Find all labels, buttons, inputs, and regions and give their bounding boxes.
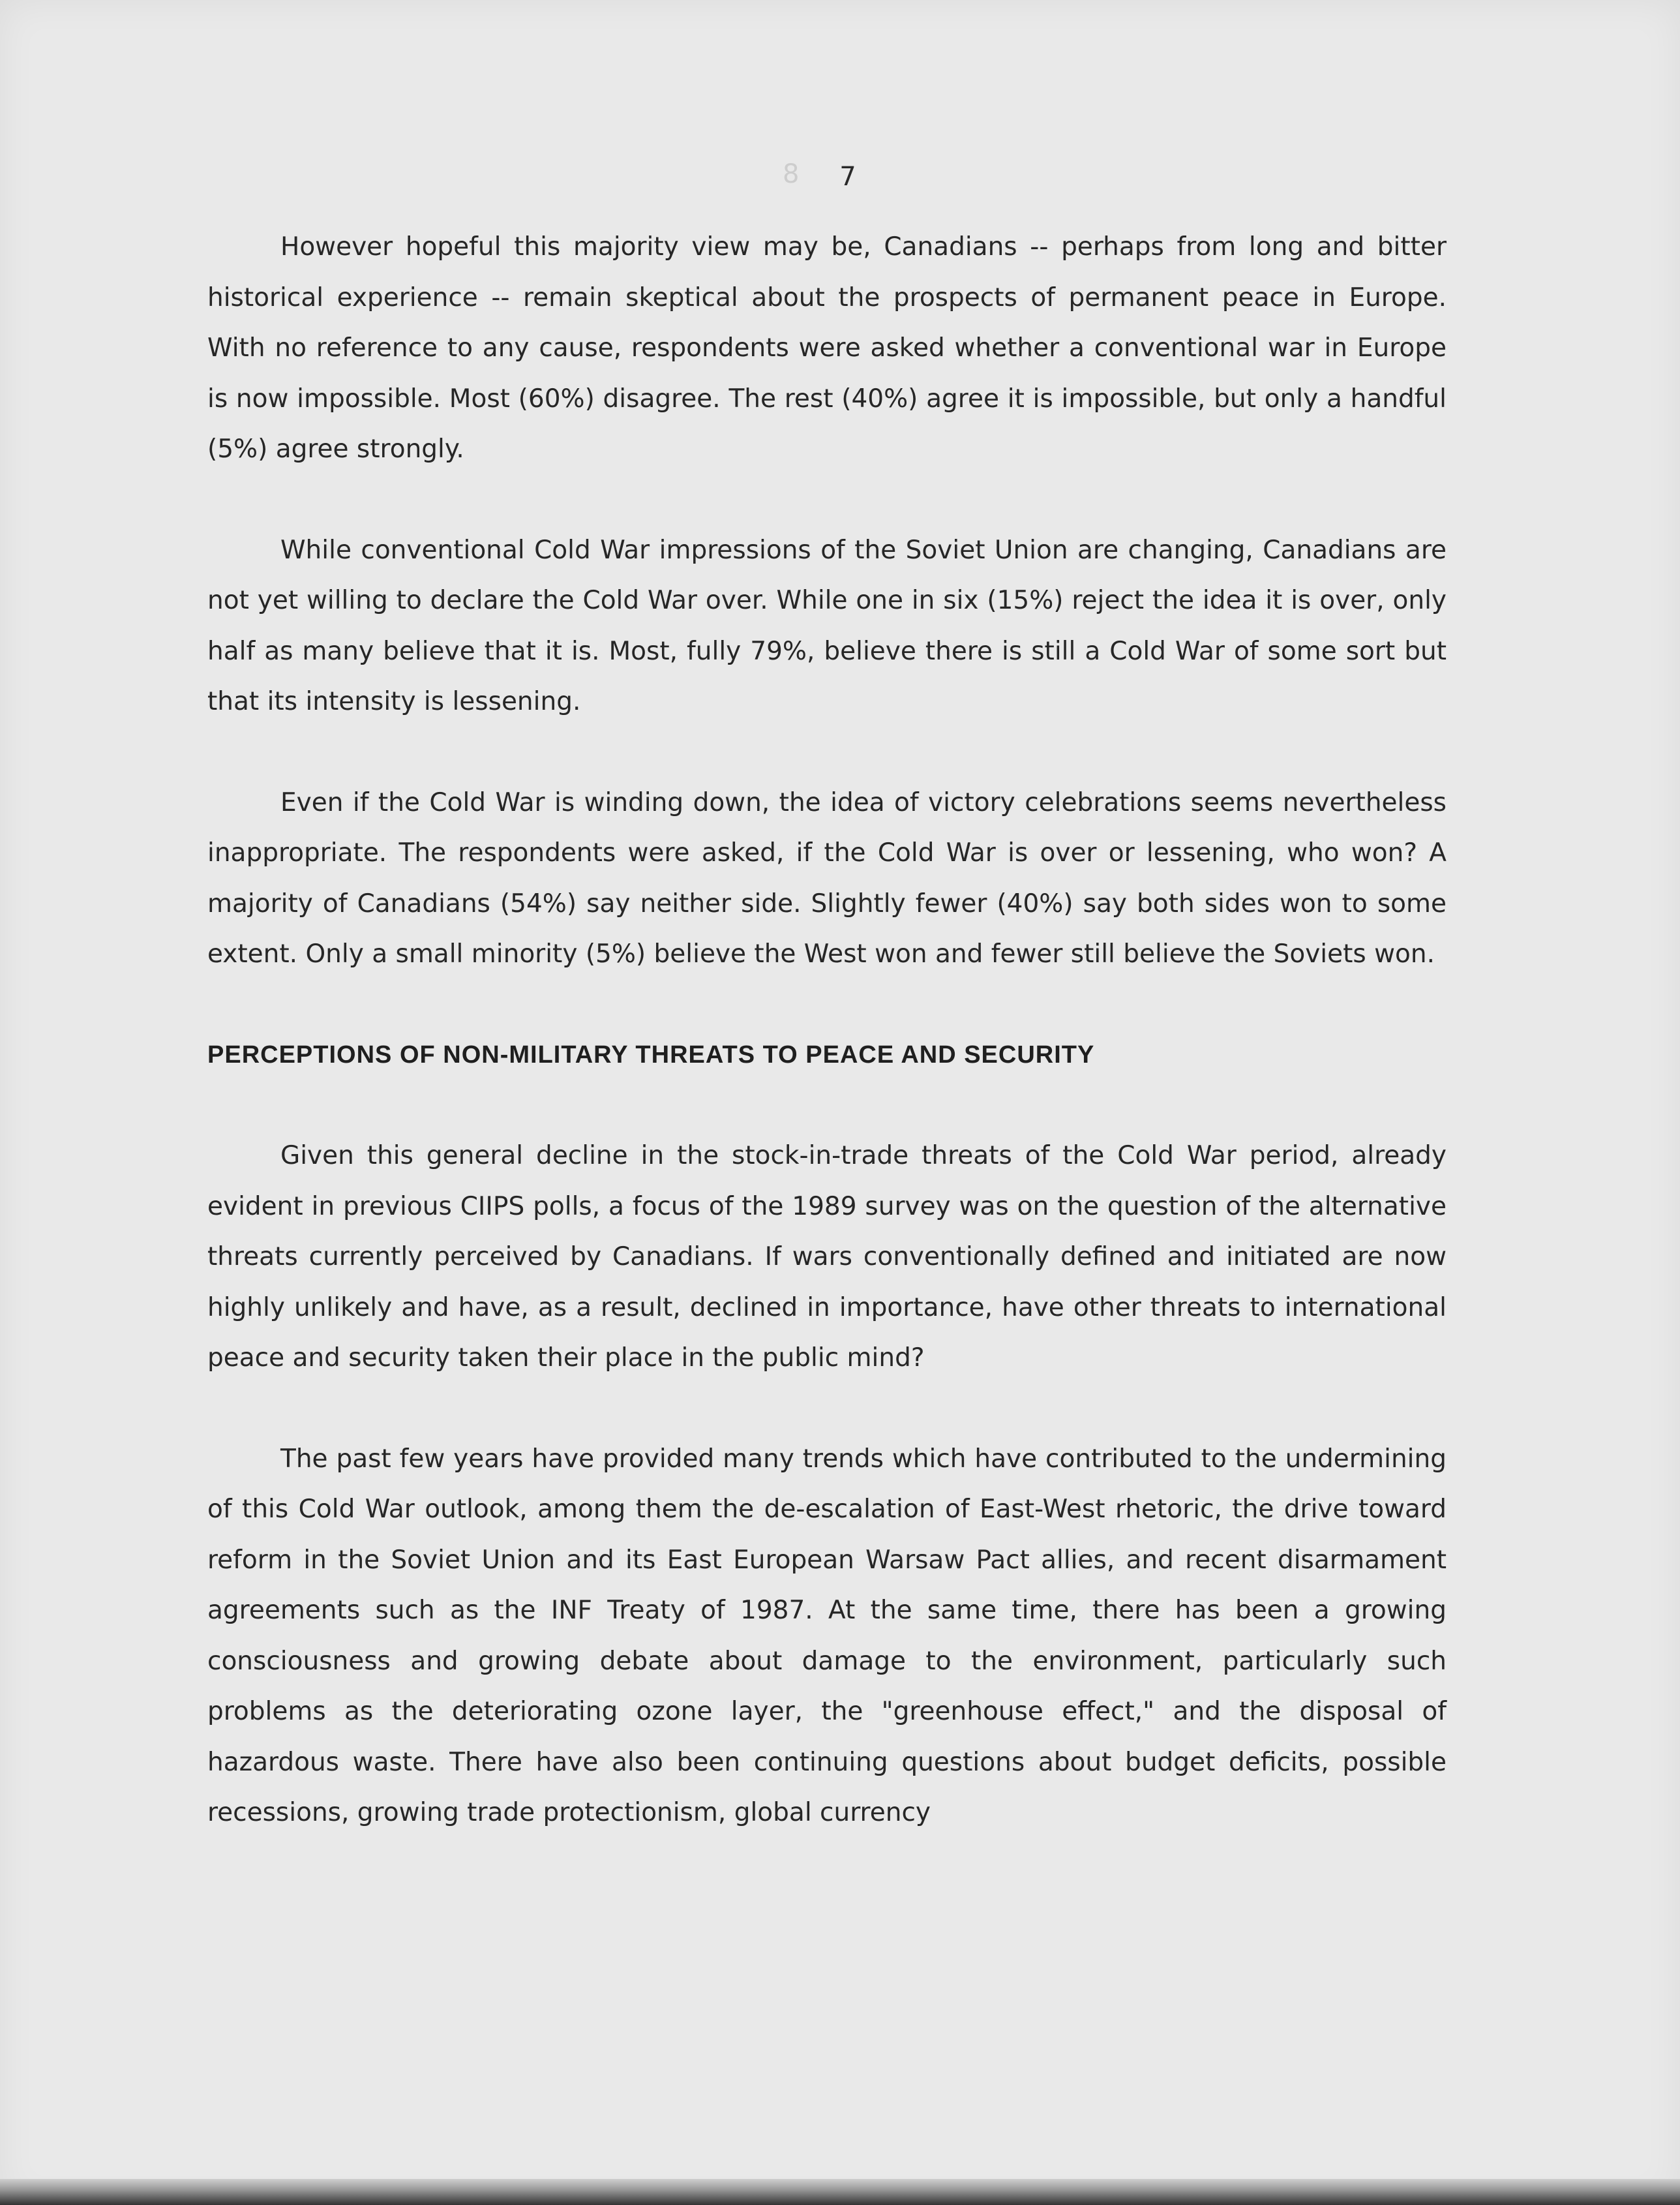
paragraph-war-skepticism: However hopeful this majority view may be, Canadians -- perhaps from long and bitter historical experience -- remain skeptical about the prospects of permanent peace in Europe. With no reference to any cause, respondents were asked whether a conventional war in Europe is now impossible. Most (60%) disagree. The rest (40%) agree it is impossible, but only a handful (5%) agree strongly. <box>207 232 1447 464</box>
bleed-through-page-number: 8 <box>783 159 800 189</box>
scan-bottom-edge <box>0 2179 1680 2205</box>
page-number: 7 <box>839 162 856 192</box>
page-body <box>207 222 1447 1838</box>
section-heading: PERCEPTIONS OF NON-MILITARY THREATS TO PEACE AND SECURITY <box>207 1041 1095 1069</box>
paragraph-who-won: Even if the Cold War is winding down, the idea of victory celebrations seems nevertheless inappropriate. The respondents were asked, if the Cold War is over or lessening, who won? A majority of Canadians (54%) say neither side. Slightly fewer (40%) say both sides won to some extent. Only a small minority (5%) believe the West won and fewer still believe the Soviets won. <box>207 787 1447 969</box>
paragraph-cold-war-over: While conventional Cold War impressions of the Soviet Union are changing, Canadians are not yet willing to declare the Cold War over. While one in six (15%) reject the idea it is over, only half as many believe that it is. Most, fully 79%, believe there is still a Cold War of some sort but that its intensity is lessening. <box>207 535 1447 716</box>
paragraph-alternative-threats: Given this general decline in the stock-in-trade threats of the Cold War period, already evident in previous CIIPS polls, a focus of the 1989 survey was on the question of the alternative threats currently perceived by Canadians. If wars conventionally defined and initiated are now highly unlikely and have, as a result, declined in importance, have other threats to international peace and security taken their place in the public mind? <box>207 1141 1447 1373</box>
paragraph-recent-trends: The past few years have provided many trends which have contributed to the undermining of this Cold War outlook, among them the de-escalation of East-West rhetoric, the drive toward reform in the Soviet Union and its East European Warsaw Pact allies, and recent disarmament agreements such as the INF Treaty of 1987. At the same time, there has been a growing consciousness and growing debate about damage to the environment, particularly such problems as the deteriorating ozone layer, the "greenhouse effect," and the disposal of hazardous waste. There have also been continuing questions about budget deficits, possible recessions, growing trade protectionism, global currency <box>207 1444 1447 1827</box>
